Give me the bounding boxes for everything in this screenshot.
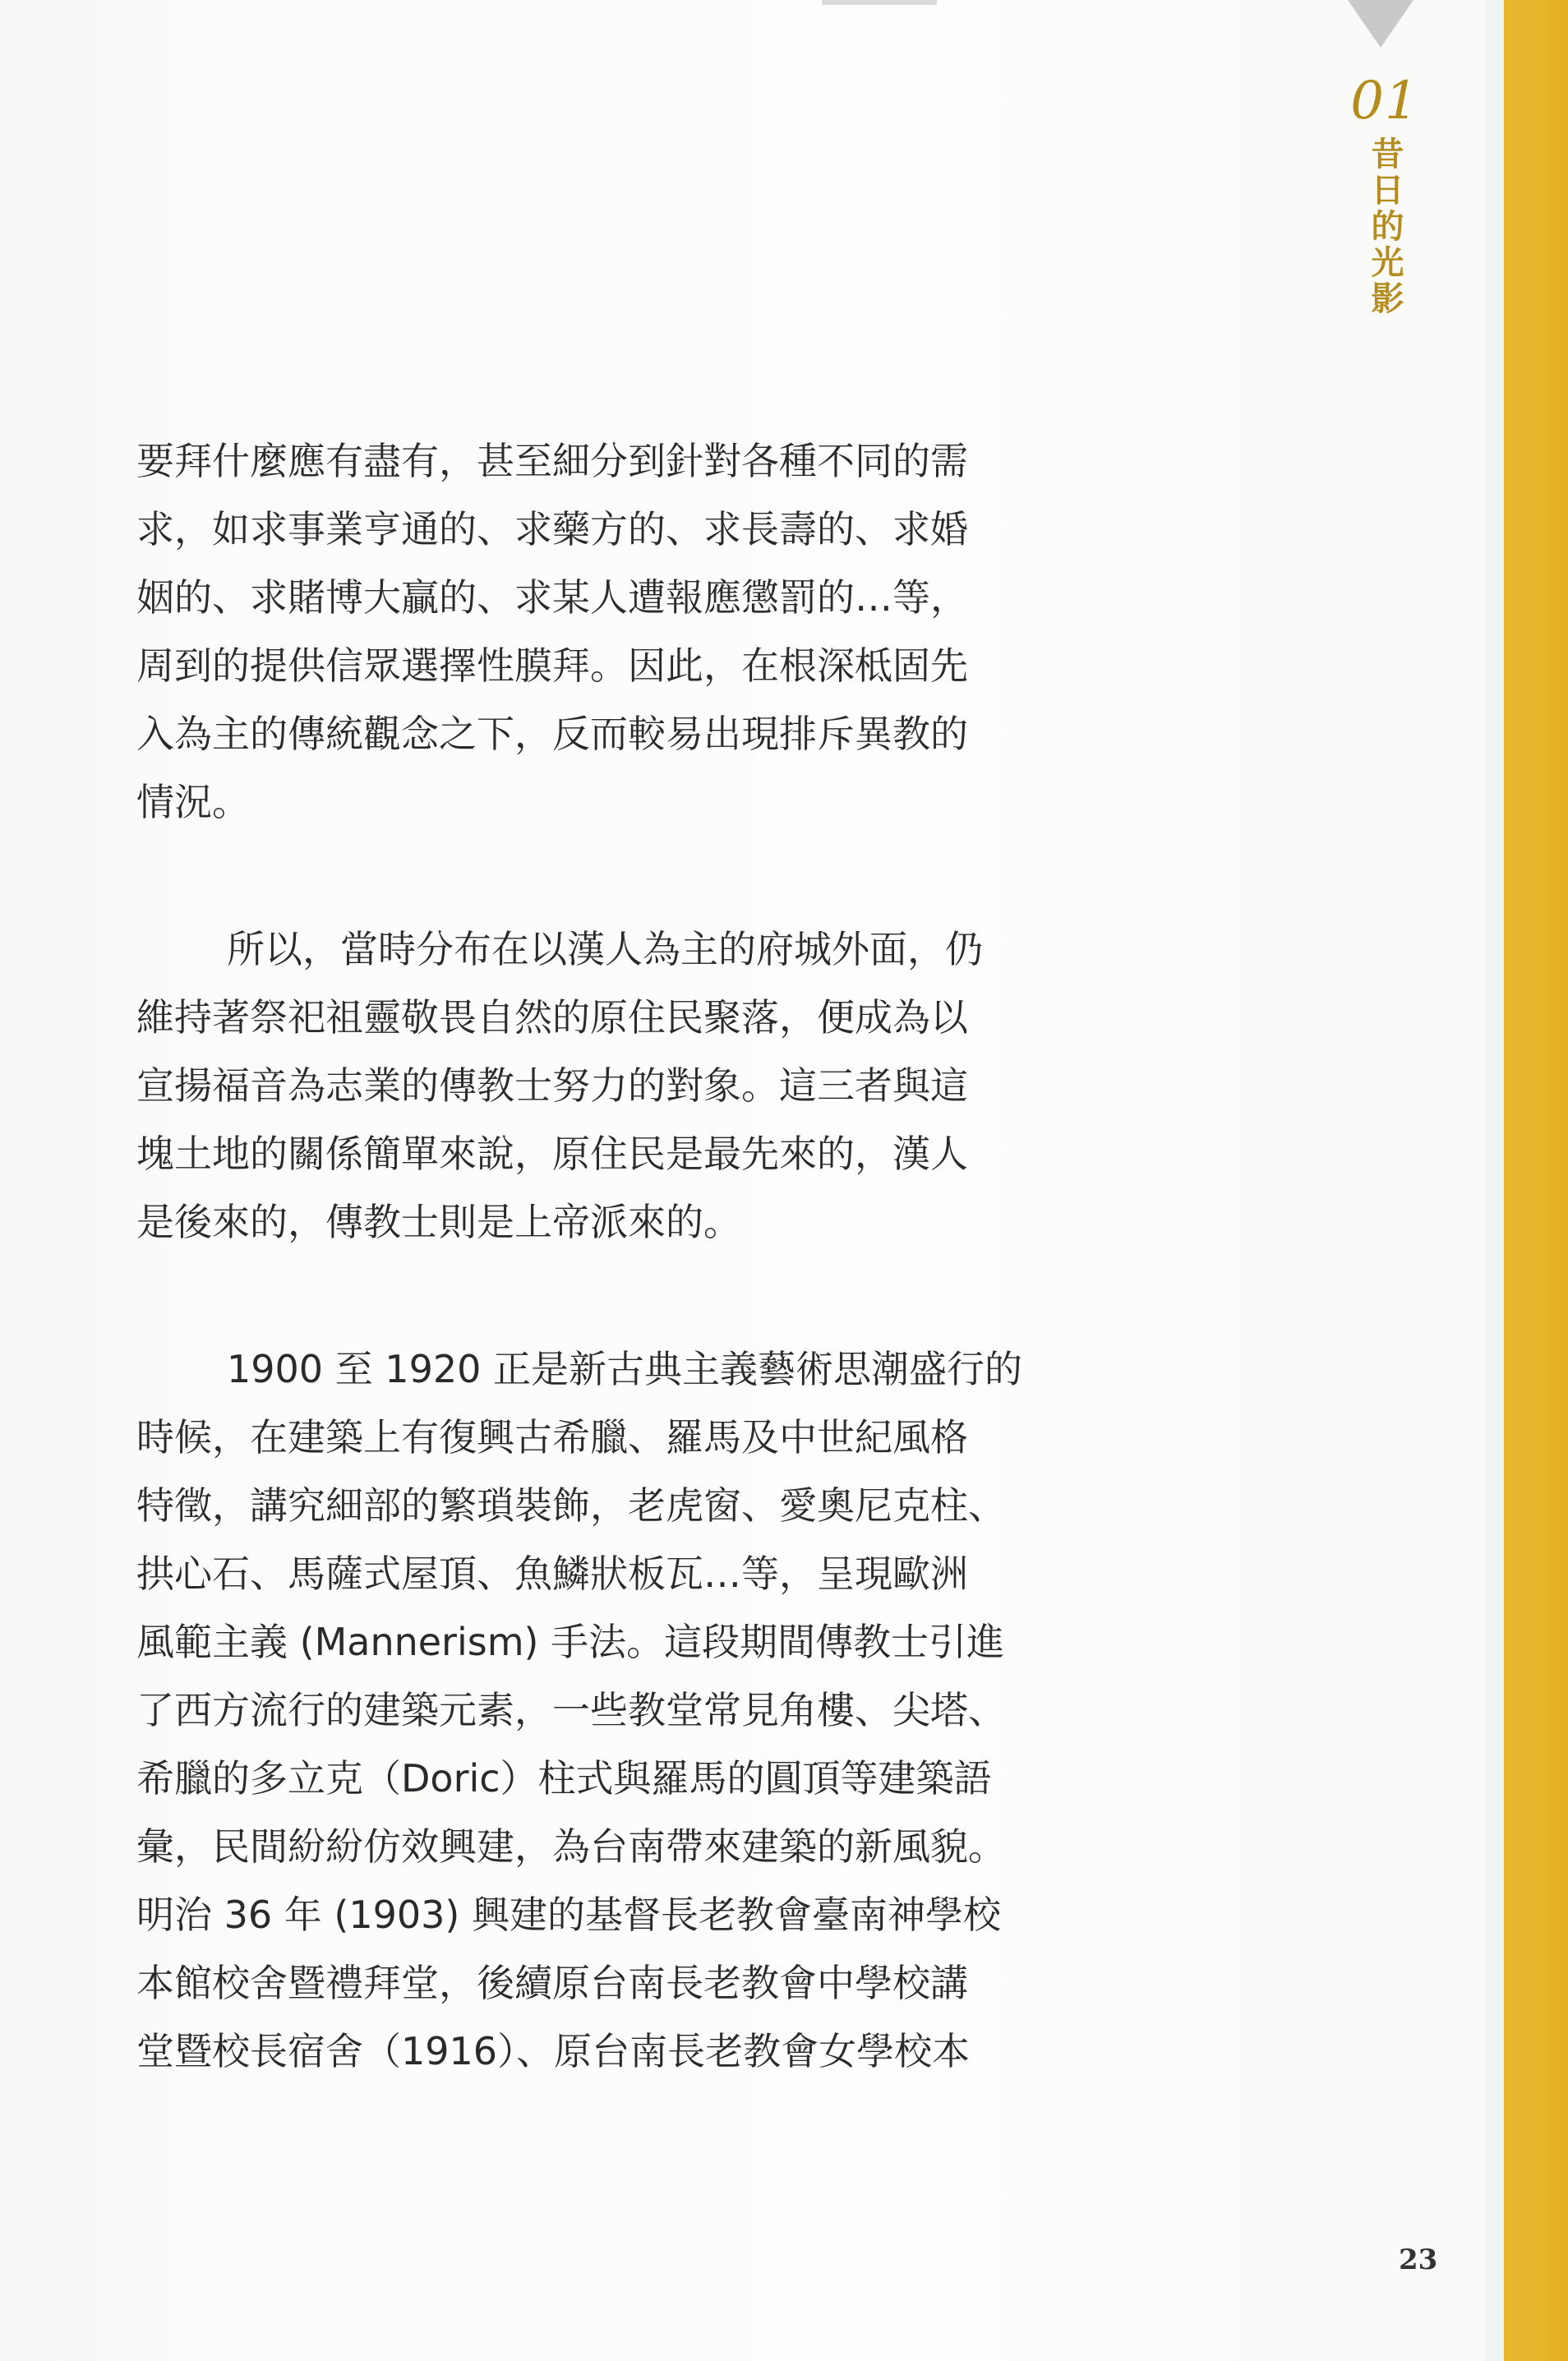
text-line: 堂暨校長宿舍（1916）、原台南長老教會女學校本 bbox=[136, 2029, 971, 2073]
chapter-triangle-marker bbox=[1348, 0, 1414, 48]
text-line: 宣揚福音為志業的傳教士努力的對象。這三者與這 bbox=[136, 1063, 968, 1108]
text-line: 了西方流行的建築元素，一些教堂常見角樓、尖塔、 bbox=[136, 1688, 1006, 1732]
text-line: 周到的提供信眾選擇性膜拜。因此，在根深柢固先 bbox=[136, 643, 968, 688]
text-line: 要拜什麼應有盡有，甚至細分到針對各種不同的需 bbox=[136, 439, 968, 483]
text-line: 時候，在建築上有復興古希臘、羅馬及中世紀風格 bbox=[136, 1415, 968, 1459]
text-line: 是後來的，傳教士則是上帝派來的。 bbox=[136, 1200, 741, 1244]
chapter-color-tab bbox=[1504, 0, 1568, 2361]
chapter-number: 01 bbox=[1350, 71, 1419, 131]
paragraph-2 bbox=[136, 915, 1090, 1257]
text-line: 風範主義 (Mannerism) 手法。這段期間傳教士引進 bbox=[136, 1620, 1005, 1664]
text-line: 明治 36 年 (1903) 興建的基督長老教會臺南神學校 bbox=[136, 1893, 1001, 1937]
page-number: 23 bbox=[1399, 2243, 1438, 2276]
text-line: 拱心石、馬薩式屋頂、魚鱗狀板瓦…等，呈現歐洲 bbox=[136, 1552, 968, 1596]
chapter-title: 昔日的光影 bbox=[1366, 136, 1404, 317]
body-text bbox=[136, 427, 1090, 2086]
text-line: 希臘的多立克（Doric）柱式與羅馬的圓頂等建築語 bbox=[136, 1756, 992, 1801]
text-line: 情況。 bbox=[136, 780, 250, 824]
text-line: 特徵，講究細部的繁瑣裝飾，老虎窗、愛奧尼克柱、 bbox=[136, 1483, 1006, 1528]
text-line: 姻的、求賭博大贏的、求某人遭報應懲罰的…等， bbox=[136, 575, 968, 620]
scan-artifact bbox=[822, 0, 937, 5]
text-line: 入為主的傳統觀念之下，反而較易出現排斥異教的 bbox=[136, 712, 968, 756]
text-line: 1900 至 1920 正是新古典主義藝術思潮盛行的 bbox=[227, 1347, 1022, 1391]
paragraph-1 bbox=[136, 427, 1090, 837]
text-line: 塊土地的關係簡單來說，原住民是最先來的，漢人 bbox=[136, 1132, 968, 1176]
text-line: 彙，民間紛紛仿效興建，為台南帶來建築的新風貌。 bbox=[136, 1824, 1006, 1869]
text-line: 所以，當時分布在以漢人為主的府城外面，仍 bbox=[227, 927, 983, 971]
text-line: 求，如求事業亨通的、求藥方的、求長壽的、求婚 bbox=[136, 507, 968, 551]
text-line: 本館校舍暨禮拜堂，後續原台南長老教會中學校講 bbox=[136, 1961, 968, 2005]
page-edge-stripe bbox=[1486, 0, 1504, 2361]
paragraph-3 bbox=[136, 1335, 1090, 2086]
chapter-marker bbox=[1348, 72, 1422, 320]
text-line: 維持著祭祀祖靈敬畏自然的原住民聚落，便成為以 bbox=[136, 995, 968, 1040]
